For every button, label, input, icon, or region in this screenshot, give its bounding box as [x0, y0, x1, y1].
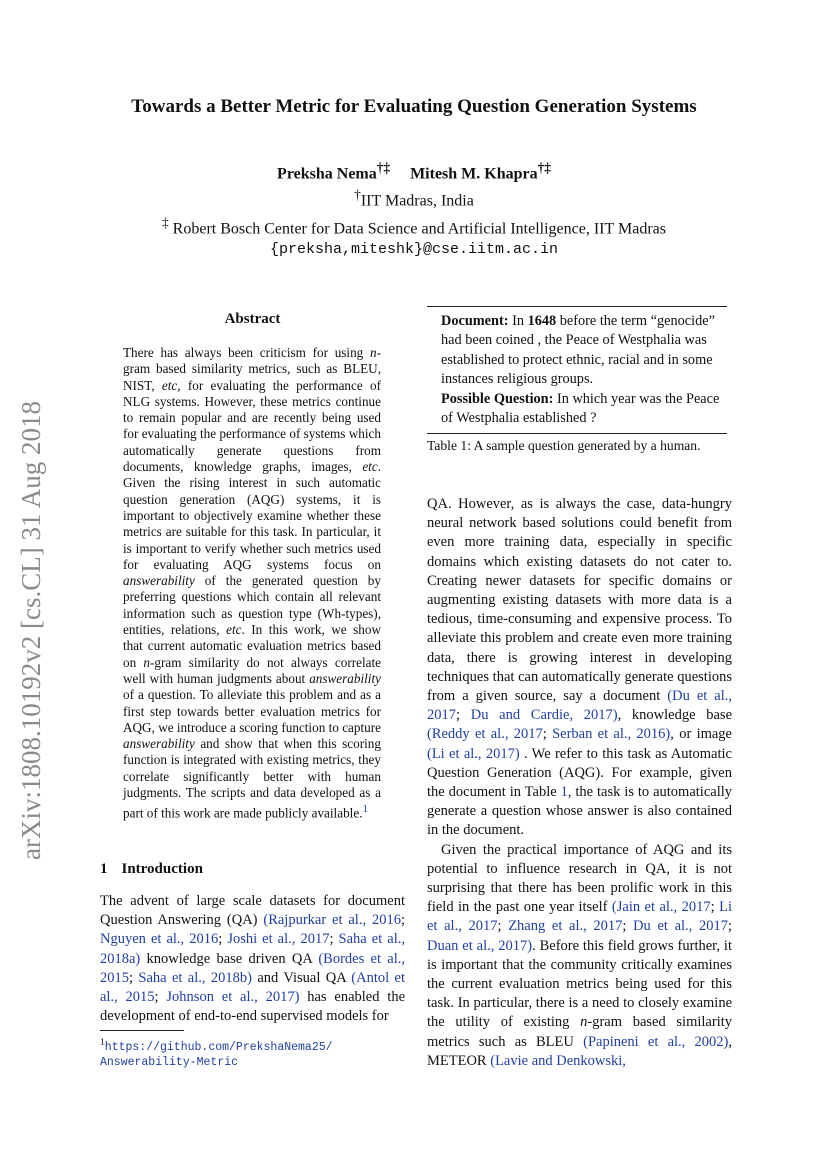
table-document: Document: In 1648 before the term “genocide” had been coined , the Peace of Westphalia was established to protect ethnic, racial and in some instances religious groups. [441, 313, 715, 388]
table-question: Possible Question: In which year was the Peace of Westphalia established ? [441, 390, 720, 427]
table-ref-link[interactable]: 1 [560, 784, 568, 801]
citation-link[interactable]: (Rajpurkar et al., 2016 [263, 912, 401, 929]
author-mark: †‡ [376, 160, 391, 175]
citation-link[interactable]: (Bordes et al., 2015 [100, 950, 405, 986]
citation-link[interactable]: Duan et al., 2017) [427, 937, 533, 954]
affiliation-mark: ‡ [162, 214, 169, 230]
right-column [427, 495, 732, 1071]
table-1 [427, 306, 727, 434]
body-paragraph: Given the practical importance of AQG and its potential to influence research in QA, it is not surprising that there has been prolific work in this field in the past one year itself (Jain et al., 2017; Li et al., 2017; Zhang et al., 2017; Du et al., 2017; Duan et al., 2017). Before this field grows further, it is important that the community critically examines the current evaluation metrics being used for this task. In particular, there is a need to closely examine the utility of existing n-gram based similarity metrics such as BLEU (Papineni et al., 2002), METEOR (Lavie and Denkowski, [427, 841, 732, 1069]
author-mark: †‡ [537, 160, 551, 175]
intro-paragraph: The advent of large scale datasets for document Question Answering (QA) (Rajpurkar et al., 2016; Nguyen et al., 2016; Joshi et al., 2017; Saha et al., 2018a) knowledge base driven QA (Bordes et al., 2015; Saha et al., 2018b) and Visual QA (Antol et al., 2015; Johnson et al., 2017) has enabled the development of end-to-end supervised models for [100, 893, 406, 1025]
paper-title: Towards a Better Metric for Evaluating Question Generation Systems [131, 96, 697, 117]
footnote [100, 1035, 333, 1070]
citation-link[interactable]: Li et al., 2017 [427, 899, 732, 935]
citation-link[interactable]: (Lavie and Denkowski, [490, 1052, 626, 1069]
citation-link[interactable]: Saha et al., 2018a) [100, 931, 405, 967]
citation-link[interactable]: (Li et al., 2017) [427, 745, 520, 762]
citation-link[interactable]: (Papineni et al., 2002) [583, 1033, 729, 1050]
citation-link[interactable]: Saha et al., 2018b) [138, 969, 252, 986]
section-heading: 1 Introduction [100, 861, 203, 877]
citation-link[interactable]: (Jain et al., 2017 [611, 899, 711, 916]
citation-link[interactable]: Nguyen et al., 2016 [100, 931, 219, 948]
author-block [0, 157, 828, 260]
author-name: Preksha Nema [277, 165, 377, 183]
citation-link[interactable]: Du and Cardie, 2017) [470, 707, 618, 724]
affiliation: Robert Bosch Center for Data Science and Artificial Intelligence, IIT Madras [168, 219, 666, 237]
abstract-text: There has always been criticism for using n-gram based similarity metrics, such as BLEU, NIST, etc, for evaluating the performance of NLG systems. However, these metrics continue to remain popular and are recently being used for evaluating the performance of systems which automatically generate questions from documents, knowledge graphs, images, etc. Given the rising interest in such automatic question generation (AQG) systems, it is important to objectively examine whether these metrics are suitable for this task. In particular, it is important to verify whether such metrics used for evaluating AQG systems focus on answerability of the generated question by preferring questions which contain all relevant information such as question type (Wh-types), entities, relations, etc. In this work, we show that current automatic evaluation metrics based on n-gram similarity do not always correlate well with human judgments about answerability of a question. To alleviate this problem and as a first step towards better evaluation metrics for AQG, we introduce a scoring function to capture answerability and show that when this scoring function is integrated with existing metrics, they correlate significantly better with human judgments. The scripts and data developed as a part of this work are made publicly available.$^1$ [123, 345, 381, 821]
footnote-mark: 1 [100, 1037, 105, 1048]
author-email: {preksha,miteshk}@cse.iitm.ac.in [269, 240, 559, 258]
citation-link[interactable]: Joshi et al., 2017 [227, 931, 330, 948]
footnote-rule [100, 1030, 184, 1031]
affiliation-mark: † [354, 187, 361, 203]
citation-link[interactable]: (Antol et al., 2015 [100, 969, 405, 1006]
abstract-heading: Abstract [224, 311, 281, 327]
citation-link[interactable]: Johnson et al., 2017) [166, 989, 300, 1006]
affiliation: IIT Madras, India [360, 192, 474, 210]
citation-link[interactable]: (Du et al., 2017 [427, 688, 732, 724]
footnote-ref[interactable]: 1 [362, 803, 368, 816]
citation-link[interactable]: Du et al., 2017 [633, 918, 728, 935]
author-name: Mitesh M. Khapra [410, 165, 538, 183]
citation-link[interactable]: (Reddy et al., 2017 [427, 726, 543, 743]
citation-link[interactable]: Zhang et al., 2017 [508, 918, 623, 935]
footnote-link[interactable]: Answerability-Metric [100, 1055, 239, 1069]
table-caption: Table 1: A sample question generated by a human. [427, 438, 701, 453]
footnote-link[interactable]: https://github.com/PrekshaNema25/ [104, 1040, 333, 1054]
body-paragraph: QA. However, as is always the case, data-hungry neural network based solutions could benefit from even more training data, especially in specific domains which existing datasets do not cater to. Creating newer datasets for specific domains or augmenting existing datasets with more data is a tedious, time-consuming and expensive process. To alleviate this problem and create even more training data, there is growing interest in developing techniques that can automatically generate questions from a given source, say a document (Du et al., 2017; Du and Cardie, 2017), knowledge base (Reddy et al., 2017; Serban et al., 2016), or image (Li et al., 2017) . We refer to this task as Automatic Question Generation (AQG). For example, given the document in Table 1, the task is to automatically generate a question whose answer is also contained in the document. [427, 496, 733, 839]
citation-link[interactable]: Serban et al., 2016) [552, 726, 671, 743]
